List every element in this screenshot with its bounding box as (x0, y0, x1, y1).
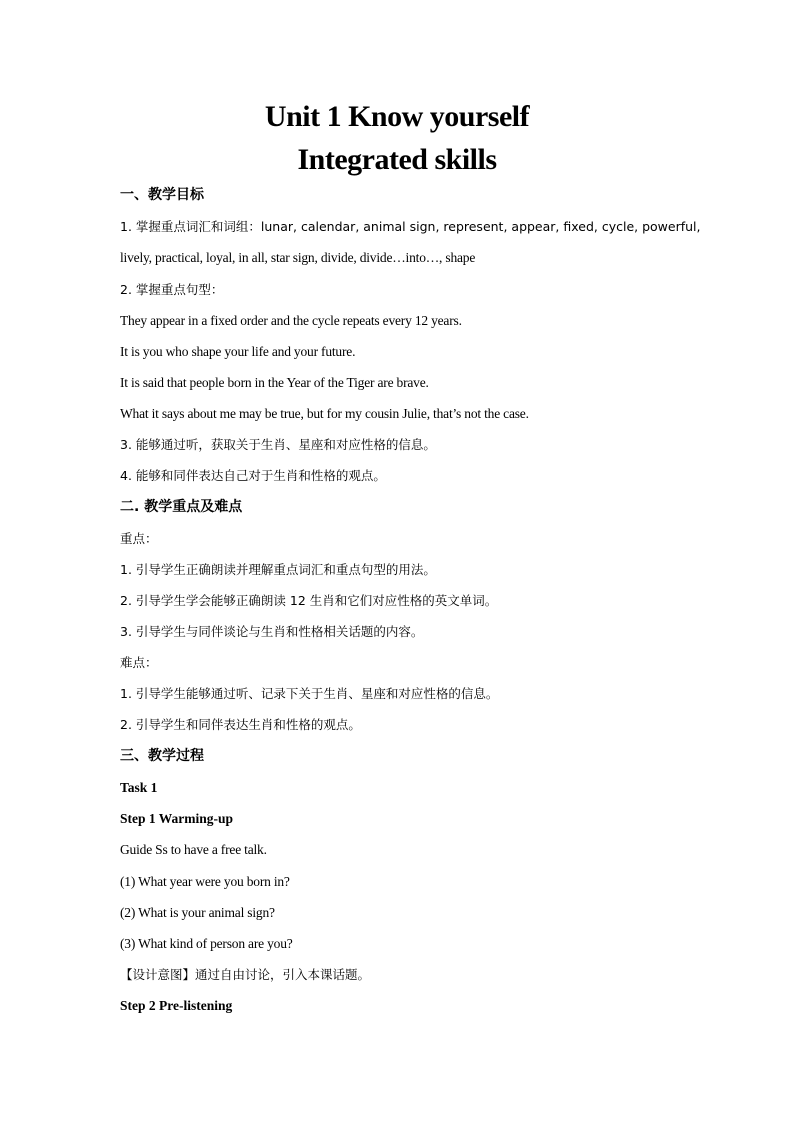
key-point-2: 2. 引导学生学会能够正确朗读 12 生肖和它们对应性格的英文单词。 (120, 593, 498, 608)
section-3-heading: 三、教学过程 (120, 748, 204, 764)
key-points-label: 重点： (120, 531, 158, 546)
section-1-heading: 一、教学目标 (120, 187, 204, 203)
design-intent: 【设计意图】通过自由讨论，引入本课话题。 (120, 967, 371, 982)
difficult-point-2: 2. 引导学生和同伴表达生肖和性格的观点。 (120, 717, 361, 732)
guide-text: Guide Ss to have a free talk. (120, 842, 267, 857)
goal-2: 2. 掌握重点句型： (120, 282, 224, 297)
key-sentence-3: It is said that people born in the Year of the Tiger are brave. (120, 375, 429, 390)
question-2: (2) What is your animal sign? (120, 905, 275, 920)
question-1: (1) What year were you born in? (120, 874, 290, 889)
key-sentence-2: It is you who shape your life and your future. (120, 344, 356, 359)
step-1-heading: Step 1 Warming-up (120, 811, 234, 826)
key-point-1: 1. 引导学生正确朗读并理解重点词汇和重点句型的用法。 (120, 562, 436, 577)
key-sentence-4: What it says about me may be true, but for my cousin Julie, that’s not the case. (120, 406, 529, 421)
goal-3: 3. 能够通过听，获取关于生肖、星座和对应性格的信息。 (120, 437, 436, 452)
goal-4: 4. 能够和同伴表达自己对于生肖和性格的观点。 (120, 468, 386, 483)
title-line-1: Unit 1 Know yourself (264, 100, 530, 133)
difficult-point-1: 1. 引导学生能够通过听、记录下关于生肖、星座和对应性格的信息。 (120, 686, 499, 701)
goal-1-line-1: 1. 掌握重点词汇和词组：lunar, calendar, animal sign, represent, appear, fixed, cycle, powerful, (120, 219, 701, 234)
title-line-2: Integrated skills (297, 143, 497, 176)
step-2-heading: Step 2 Pre-listening (120, 998, 233, 1013)
difficult-points-label: 难点： (120, 655, 158, 670)
key-sentence-1: They appear in a fixed order and the cycle repeats every 12 years. (120, 313, 462, 328)
section-2-heading: 二. 教学重点及难点 (120, 499, 243, 515)
question-3: (3) What kind of person are you? (120, 936, 293, 951)
key-point-3: 3. 引导学生与同伴谈论与生肖和性格相关话题的内容。 (120, 624, 424, 639)
task-1-heading: Task 1 (120, 780, 158, 795)
goal-1-line-2: lively, practical, loyal, in all, star sign, divide, divide…into…, shape (120, 250, 476, 265)
